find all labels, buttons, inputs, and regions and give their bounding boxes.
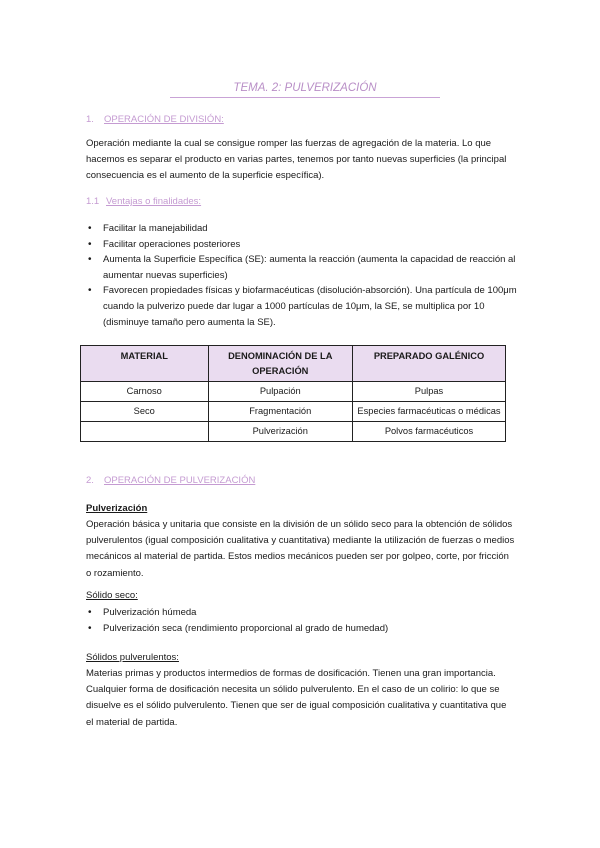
table-cell: Pulpas	[353, 382, 506, 402]
section-1-heading	[86, 114, 224, 125]
section-1-title: OPERACIÓN DE DIVISIÓN:	[104, 114, 224, 125]
table-header-cell: MATERIAL	[81, 346, 209, 382]
table-cell	[81, 422, 209, 442]
pulverizacion-paragraph: Operación básica y unitaria que consiste en la división de un sólido seco para la obtención de sólidos pulverulentos (igual composición cualitativa y cuantitativa) mediante la utilización de fuerzas o medios mecánicos al material de partida. Estos medios mecánicos pueden ser por golpeo, corte, por fricción o rozamiento.	[86, 519, 515, 579]
list-item: • Facilitar operaciones posteriores	[86, 237, 518, 253]
table-header-cell: PREPARADO GALÉNICO	[353, 346, 506, 382]
advantages-list	[86, 221, 518, 330]
list-item: • Pulverización seca (rendimiento proporcional al grado de humedad)	[86, 621, 518, 637]
table-header-cell: DENOMINACIÓN DE LA OPERACIÓN	[208, 346, 353, 382]
table-row	[81, 382, 506, 402]
list-item: • Facilitar la manejabilidad	[86, 221, 518, 237]
section-2-title: OPERACIÓN DE PULVERIZACIÓN	[104, 475, 256, 486]
table-header-row	[81, 346, 506, 382]
subsection-1-1-heading	[86, 196, 201, 207]
solidos-pulverulentos-heading: Sólidos pulverulentos:	[86, 652, 179, 663]
table-row	[81, 422, 506, 442]
table-cell: Pulpación	[208, 382, 353, 402]
table-cell: Carnoso	[81, 382, 209, 402]
section-2-number: 2.	[86, 475, 94, 486]
pulverizacion-heading: Pulverización	[86, 503, 148, 514]
subsection-1-1-title: Ventajas o finalidades:	[106, 196, 202, 207]
document-title: TEMA. 2: PULVERIZACIÓN	[170, 82, 440, 98]
table-row	[81, 402, 506, 422]
operations-table	[80, 345, 506, 442]
table-cell: Polvos farmacéuticos	[353, 422, 506, 442]
list-item: • Favorecen propiedades físicas y biofarmacéuticas (disolución-absorción). Una partícula de 100μm cuando la pulverizo puede dar lugar a 1000 partículas de 10μm, la SE, se multiplica por 10 (disminuye tamaño pero aumenta la SE).	[86, 283, 518, 330]
subsection-1-1-number: 1.1	[86, 196, 100, 207]
solido-seco-list	[86, 605, 518, 636]
solido-seco-heading: Sólido seco:	[86, 590, 138, 601]
table-cell: Fragmentación	[208, 402, 353, 422]
table-cell: Especies farmacéuticas o médicas	[353, 402, 506, 422]
section-2-heading	[86, 475, 255, 486]
list-item: • Aumenta la Superficie Específica (SE): aumenta la reacción (aumenta la capacidad de reacción al aumentar nuevas superficies)	[86, 252, 518, 283]
table-cell: Seco	[81, 402, 209, 422]
section-1-paragraph: Operación mediante la cual se consigue romper las fuerzas de agregación de la materia. Lo que hacemos es separar el producto en varias partes, tenemos por tanto nuevas superficies (la principal consecuencia es el aumento de la superficie específica).	[86, 138, 507, 182]
list-item: • Pulverización húmeda	[86, 605, 518, 621]
solidos-pulverulentos-paragraph: Materias primas y productos intermedios de formas de dosificación. Tienen una gran importancia. Cualquier forma de dosificación necesita un sólido pulverulento. En el caso de un colirio: lo que se disuelve es el sólido pulverulento. Tienen que ser de igual composición cualitativa y cuantitativa que el material de partida.	[86, 668, 507, 728]
table-cell: Pulverización	[208, 422, 353, 442]
section-1-number: 1.	[86, 114, 94, 125]
